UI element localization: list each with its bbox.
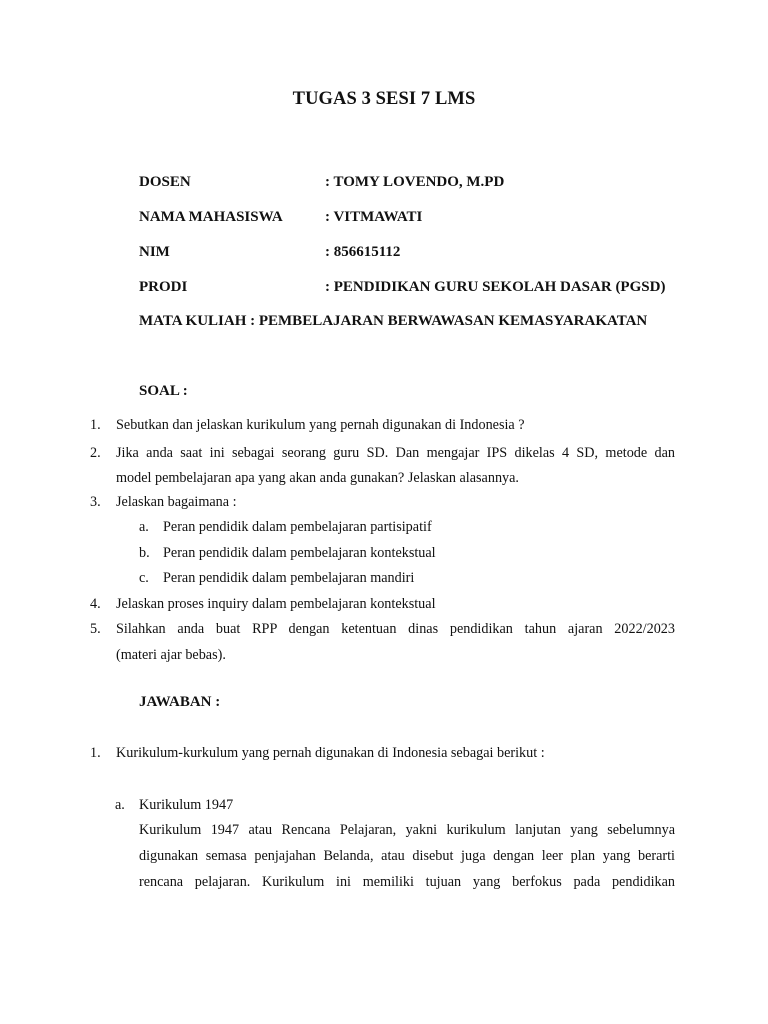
sub-text: Peran pendidik dalam pembelajaran kontekstual <box>163 545 436 561</box>
jawaban-number: 1. <box>90 745 101 761</box>
soal-number: 4. <box>90 596 101 612</box>
paragraph-line: Kurikulum 1947 atau Rencana Pelajaran, yakni kurikulum lanjutan yang sebelumnya <box>139 822 675 838</box>
soal-number: 3. <box>90 494 101 510</box>
sub-letter: a. <box>115 797 125 813</box>
soal-text: model pembelajaran apa yang akan anda gunakan? Jelaskan alasannya. <box>116 470 519 486</box>
dosen-label: DOSEN <box>139 174 191 190</box>
sub-letter: b. <box>139 545 150 561</box>
soal-number: 2. <box>90 445 101 461</box>
paragraph-line: rencana pelajaran. Kurikulum ini memiliki tujuan yang berfokus pada pendidikan <box>139 874 675 890</box>
soal-text: Jelaskan proses inquiry dalam pembelajaran kontekstual <box>116 596 436 612</box>
mata-kuliah: MATA KULIAH : PEMBELAJARAN BERWAWASAN KEMASYARAKATAN <box>139 313 648 329</box>
jawaban-heading: JAWABAN : <box>139 694 221 710</box>
sub-title: Kurikulum 1947 <box>139 797 234 813</box>
document-title: TUGAS 3 SESI 7 LMS <box>292 89 476 109</box>
sub-text: Peran pendidik dalam pembelajaran partisipatif <box>163 519 432 535</box>
nama-label: NAMA MAHASISWA <box>139 209 283 225</box>
sub-letter: c. <box>139 570 149 586</box>
dosen-value: : TOMY LOVENDO, M.PD <box>325 174 505 190</box>
nama-value: : VITMAWATI <box>325 209 423 225</box>
soal-text: Jelaskan bagaimana : <box>116 494 237 510</box>
prodi-value: : PENDIDIKAN GURU SEKOLAH DASAR (PGSD) <box>325 279 666 295</box>
sub-text: Peran pendidik dalam pembelajaran mandiri <box>163 570 415 586</box>
nim-value: : 856615112 <box>325 244 401 260</box>
prodi-label: PRODI <box>139 279 188 295</box>
soal-number: 1. <box>90 417 101 433</box>
soal-heading: SOAL : <box>139 383 188 399</box>
paragraph-line: digunakan semasa penjajahan Belanda, atau disebut juga dengan leer plan yang berarti <box>139 848 675 864</box>
soal-text: Jika anda saat ini sebagai seorang guru SD. Dan mengajar IPS dikelas 4 SD, metode dan <box>116 445 675 461</box>
soal-text: (materi ajar bebas). <box>116 647 226 663</box>
soal-text: Sebutkan dan jelaskan kurikulum yang pernah digunakan di Indonesia ? <box>116 417 525 433</box>
sub-letter: a. <box>139 519 149 535</box>
soal-number: 5. <box>90 621 101 637</box>
nim-label: NIM <box>139 244 170 260</box>
soal-text: Silahkan anda buat RPP dengan ketentuan dinas pendidikan tahun ajaran 2022/2023 <box>116 621 675 637</box>
jawaban-text: Kurikulum-kurkulum yang pernah digunakan di Indonesia sebagai berikut : <box>116 745 545 761</box>
